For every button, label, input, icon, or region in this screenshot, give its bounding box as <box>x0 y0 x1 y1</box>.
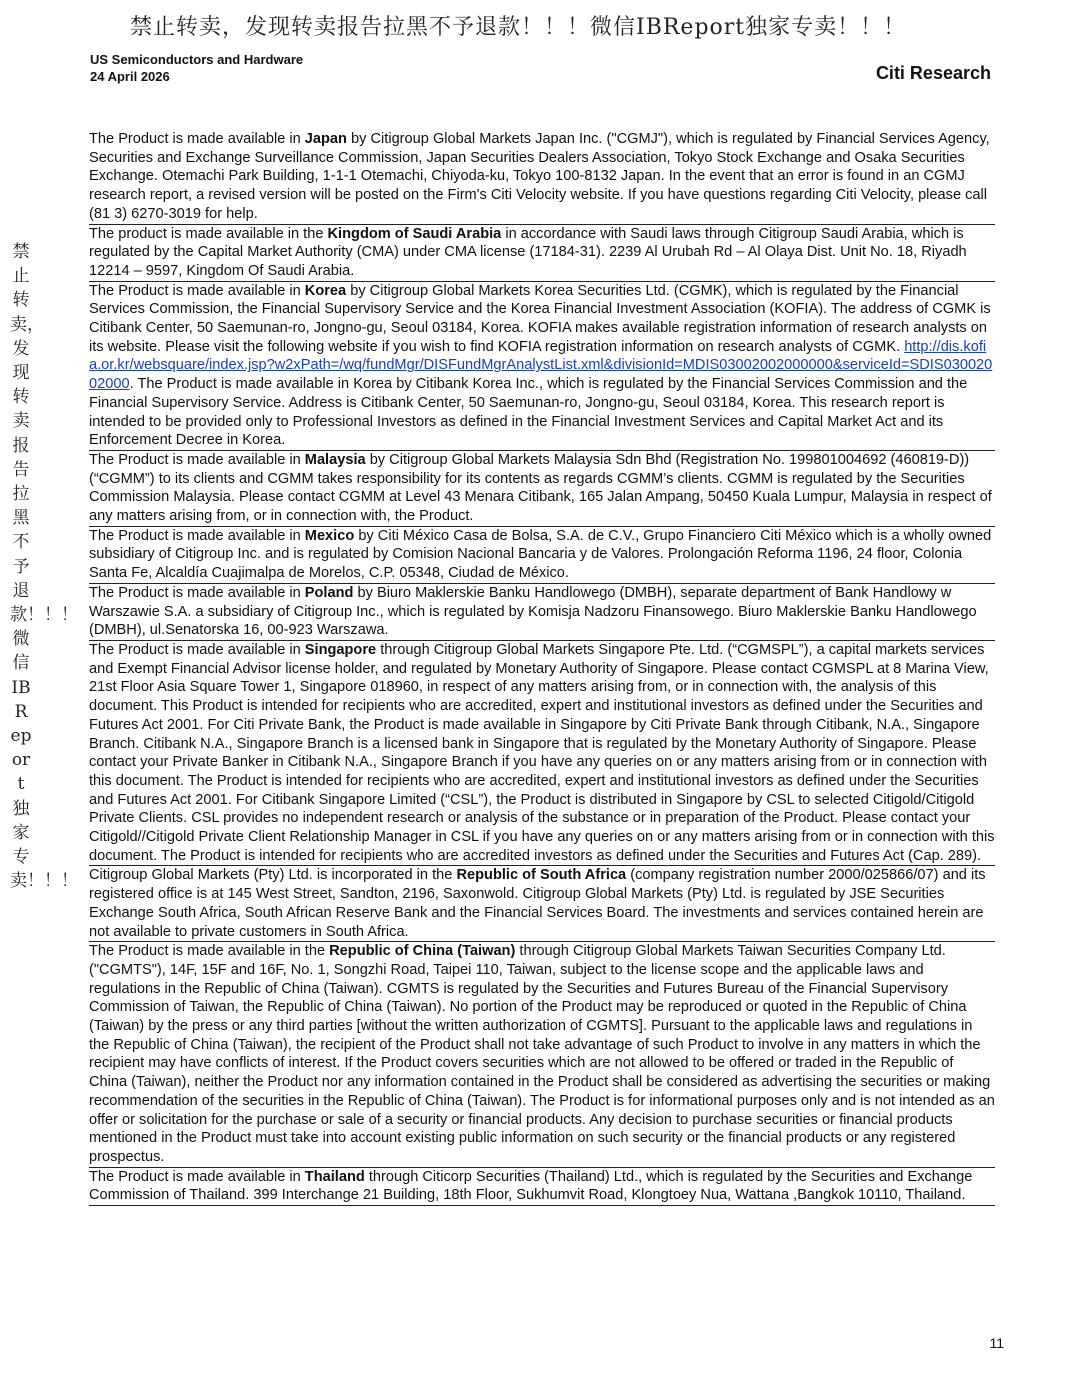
country-name: Kingdom of Saudi Arabia <box>327 225 502 242</box>
country-name: Japan <box>304 131 347 147</box>
section-text: by Citigroup Global Markets Korea Securities Ltd. (CGMK), which is regulated by the Financial Services Commission, the Financial Supervisory Service and the Korea Financial Investment Association (KOFIA). The address of CGMK is Citibank Center, 50 Saemunan-ro, Jongno-gu, Seoul 03184, Korea. KOFIA makes available registration information of research analysts on its website. Please visit the following website if you wish to find KOFIA registration information on research analysts of CGMK. <box>89 282 991 355</box>
disclosure-list <box>89 130 995 1206</box>
page-number: 11 <box>989 1335 1004 1351</box>
country-name: Mexico <box>304 527 355 544</box>
disclosure-japan <box>89 130 995 225</box>
report-date: 24 April 2026 <box>90 69 170 84</box>
disclosure-thailand <box>89 1168 995 1206</box>
country-name: Republic of South Africa <box>456 867 627 884</box>
watermark-banner: 禁止转卖，发现转卖报告拉黑不予退款！！！微信IBReport独家专卖！！！ <box>130 15 907 40</box>
section-text: The Product is made available in the <box>89 943 330 960</box>
section-text: The Product is made available in <box>89 527 305 544</box>
section-text: by Biuro Maklerskie Banku Handlowego (DMBH), separate department of Bank Handlowy w Warszawie S.A. a subsidiary of Citigroup Inc., which is regulated by Komisja Nadzoru Finansowego. Biuro Maklerskie Banku Handlowego (DMBH), ul.Senatorska 16, 00-923 Warszawa. <box>89 584 977 639</box>
section-text: by Citigroup Global Markets Japan Inc. ("CGMJ"), which is regulated by Financial Services Agency, Securities and Exchange Surveillance Commission, Japan Securities Dealers Association, Tokyo Stock Exchange and Osaka Securities Exchange. Otemachi Park Building, 1-1-1 Otemachi, Chiyoda-ku, Tokyo 100-8132 Japan. In the event that an error is found in an CGMJ research report, a revised version will be posted on the Firm's Citi Velocity website. If you have questions regarding Citi Velocity, please call (81 3) 6270-3019 for help. <box>89 131 990 222</box>
section-text: by Citigroup Global Markets Malaysia Sdn Bhd (Registration No. 199801004692 (460819-D)) (“CGMM”) to its clients and CGMM takes responsibility for its contents as regards CGMM’s clients. CGMM is regulated by the Securities Commission Malaysia. Please contact CGMM at Level 43 Menara Citibank, 165 Jalan Ampang, 50450 Kuala Lumpur, Malaysia in respect of any matters arising from, or in connection with, the Product. <box>89 451 992 525</box>
section-text: The Product is made available in <box>89 131 305 147</box>
country-name: Korea <box>304 282 347 299</box>
country-name: Malaysia <box>304 451 366 468</box>
disclosure-malaysia <box>89 451 995 527</box>
country-name: Republic of China (Taiwan) <box>329 943 516 960</box>
section-text: in accordance with Saudi laws through Citigroup Saudi Arabia, which is regulated by the Capital Market Authority (CMA) under CMA license (17184-31). 2239 Al Urubah Rd – Al Olaya Dist. Unit No. 18, Riyadh 12214 – 9597, Kingdom Of Saudi Arabia. <box>89 225 967 279</box>
disclosure-poland <box>89 584 995 641</box>
section-text: through Citigroup Global Markets Taiwan Securities Company Ltd. ("CGMTS"), 14F, 15F and 16F, No. 1, Songzhi Road, Taipei 110, Taiwan, subject to the license scope and the applicable laws and regulations in the Republic of China (Taiwan). CGMTS is regulated by the Securities and Futures Bureau of the Financial Supervisory Commission of Taiwan, the Republic of China (Taiwan). No portion of the Product may be reproduced or quoted in the Republic of China (Taiwan) by the press or any third parties [without the written authorization of CGMTS]. Pursuant to the applicable laws and regulations in the Republic of China (Taiwan), the recipient of the Product shall not take advantage of such Product to involve in any matters in which the recipient may have conflicts of interest. If the Product covers securities which are not allowed to be offered or traded in the Republic of China (Taiwan), neither the Product nor any information contained in the Product shall be considered as advertising the securities or making recommendation of the securities in the Republic of China (Taiwan). The Product is for informational purposes only and is not intended as an offer or solicitation for the purchase or sale of a security or financial products. Any decision to purchase securities or financial products mentioned in the Product must take into account existing public information on such security or the financial products or any registered prospectus. <box>89 943 995 1165</box>
section-text: through Citicorp Securities (Thailand) Ltd., which is regulated by the Securities and Exchange Commission of Thailand. 399 Interchange 21 Building, 18th Floor, Sukhumvit Road, Klongtoey Nua, Wattana ,Bangkok 10110, Thailand. <box>89 1168 973 1204</box>
section-text: The product is made available in the <box>89 225 328 242</box>
section-text: The Product is made available in <box>89 584 305 601</box>
disclosure-singapore <box>89 641 995 866</box>
disclosure-taiwan <box>89 942 995 1167</box>
disclosure-south-africa <box>89 866 995 942</box>
section-text: Citigroup Global Markets (Pty) Ltd. is incorporated in the <box>89 867 457 884</box>
country-name: Singapore <box>304 641 377 658</box>
report-header <box>90 51 303 85</box>
brand-name: Citi Research <box>875 63 991 83</box>
report-section: US Semiconductors and Hardware <box>90 52 304 67</box>
disclosure-mexico <box>89 527 995 584</box>
section-text: (company registration number 2000/025866/07) and its registered office is at 145 West Street, Sandton, 2196, Saxonwold. Citigroup Global Markets (Pty) Ltd. is regulated by JSE Securities Exchange South Africa, South African Reserve Bank and the Financial Services Board. The investments and services contained herein are not available to private customers in South Africa. <box>89 867 986 940</box>
section-text: The Product is made available in <box>89 282 305 299</box>
section-text: The Product is made available in <box>89 451 305 468</box>
section-text: The Product is made available in <box>89 641 305 658</box>
section-text: . The Product is made available in Korea by Citibank Korea Inc., which is regulated by the Financial Services Commission and the Financial Supervisory Service. Address is Citibank Center, 50 Saemunan-ro, Jongno-gu, Seoul 03184, Korea. This research report is intended to be provided only to Professional Investors as defined in the Financial Investment Services and Capital Market Act and its Enforcement Decree in Korea. <box>89 376 968 449</box>
section-text: by Citi México Casa de Bolsa, S.A. de C.V., Grupo Financiero Citi México which is a wholly owned subsidiary of Citigroup Inc. and is regulated by Comision Nacional Bancaria y de Valores. Prolongación Reforma 1196, 24 floor, Colonia Santa Fe, Alcaldía Cuajimalpa de Morelos, C.P. 05348, Ciudad de México. <box>89 527 992 582</box>
disclosure-korea <box>89 282 995 451</box>
kofia-link[interactable]: http://dis.kofia.or.kr/websquare/index.jsp?w2xPath=/wq/fundMgr/DISFundMgrAnalystList.xml&divisionId=MDIS03002002000000&serviceId=SDIS03002002000 <box>89 338 993 393</box>
country-name: Poland <box>304 584 354 601</box>
disclosure-saudi-arabia <box>89 225 995 282</box>
country-name: Thailand <box>304 1168 365 1185</box>
watermark-side: 禁止转卖，发现转卖报告拉黑不予退款！！！微信IBReport独家专卖！！！ <box>10 242 78 892</box>
section-text: through Citigroup Global Markets Singapore Pte. Ltd. (“CGMSPL”), a capital markets services and Exempt Financial Advisor license holder, and regulated by Monetary Authority of Singapore. Please contact CGMSPL at 8 Marina View, 21st Floor Asia Square Tower 1, Singapore 018960, in respect of any matters arising from, or in connection with, the analysis of this document. This Product is intended for recipients who are accredited, expert and institutional investors as defined under the Securities and Futures Act 2001. For Citi Private Bank, the Product is made available in Singapore by Citi Private Bank through Citibank, N.A., Singapore Branch. Citibank N.A., Singapore Branch is a licensed bank in Singapore that is regulated by the Monetary Authority of Singapore. Please contact your Private Banker in Citibank N.A., Singapore Branch if you have any queries on or any matters arising from or in connection with this document. The Product is intended for recipients who are accredited, expert and institutional investors as defined under the Securities and Futures Act 2001. For Citibank Singapore Limited (“CSL”), the Product is distributed in Singapore by CSL to selected Citigold/Citigold Private Clients. CSL provides no independent research or analysis of the substance or in preparation of the Product. Please contact your Citigold//Citigold Private Client Relationship Manager in CSL if you have any queries on or any matters arising from or in connection with this document. The Product is intended for recipients who are accredited investors as defined under the Securities and Futures Act (Cap. 289). <box>89 641 995 864</box>
section-text: The Product is made available in <box>89 1168 305 1185</box>
